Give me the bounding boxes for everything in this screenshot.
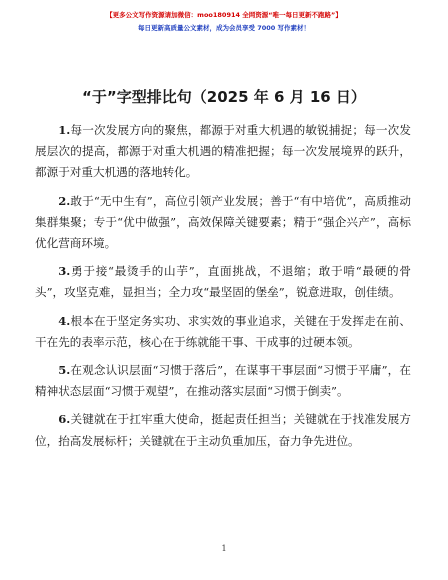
header-banner <box>0 10 448 33</box>
paragraph-5 <box>35 360 411 402</box>
paragraph-number: 4. <box>58 313 71 328</box>
banner-member-line: 每日更新高质量公文素材，成为会员享受 7000 写作素材！ <box>137 24 311 32</box>
paragraph-text: 在观念认识层面“习惯于落后”，在谋事干事层面“习惯于平庸”，在精神状态层面“习惯于观望”，在推动落实层面“习惯于倒卖”。 <box>35 363 411 399</box>
paragraph-6 <box>35 409 411 451</box>
paragraph-1 <box>35 120 411 184</box>
document-title: “于”字型排比句（2025 年 6 月 16 日） <box>82 88 366 106</box>
paragraph-number: 2. <box>58 193 71 208</box>
paragraph-3 <box>35 261 411 303</box>
banner-promo-line: 【更多公文写作资源请加微信：moo180914 全网资源“唯一每日更新不跑路”】 <box>106 11 342 19</box>
paragraph-number: 1. <box>58 123 71 137</box>
paragraph-number: 3. <box>58 264 71 279</box>
document-body <box>35 120 411 459</box>
paragraph-4 <box>35 311 411 353</box>
page-number: 1 <box>221 544 227 553</box>
paragraph-2 <box>35 191 411 255</box>
paragraph-text: 根本在于坚定务实功、求实效的事业追求，关键在于发挥走在前、干在先的表率示范，核心在于练就能干事、干成事的过硬本领。 <box>35 313 411 349</box>
paragraph-text: 每一次发展方向的聚焦，都源于对重大机遇的敏锐捕捉；每一次发展层次的提高，都源于对重大机遇的精准把握；每一次发展境界的跃升，都源于对重大机遇的落地转化。 <box>35 123 411 180</box>
paragraph-text: 关键就在于扛牢重大使命，挺起责任担当；关键就在于找准发展方位，抬高发展标杆；关键就在于主动负重加压，奋力争先进位。 <box>35 412 411 448</box>
paragraph-number: 6. <box>58 412 71 427</box>
paragraph-text: 勇于接“最烫手的山芋”，直面挑战，不退缩；敢于啃“最硬的骨头”，攻坚克难，显担当；全力攻“最坚固的堡垒”，锐意进取，创佳绩。 <box>35 264 411 300</box>
paragraph-number: 5. <box>58 363 71 378</box>
paragraph-text: 敢于“无中生有”，高位引领产业发展；善于“有中培优”，高质推动集群集聚；专于“优中做强”，高效保障关键要素；精于“强企兴产”，高标优化营商环境。 <box>35 193 411 251</box>
